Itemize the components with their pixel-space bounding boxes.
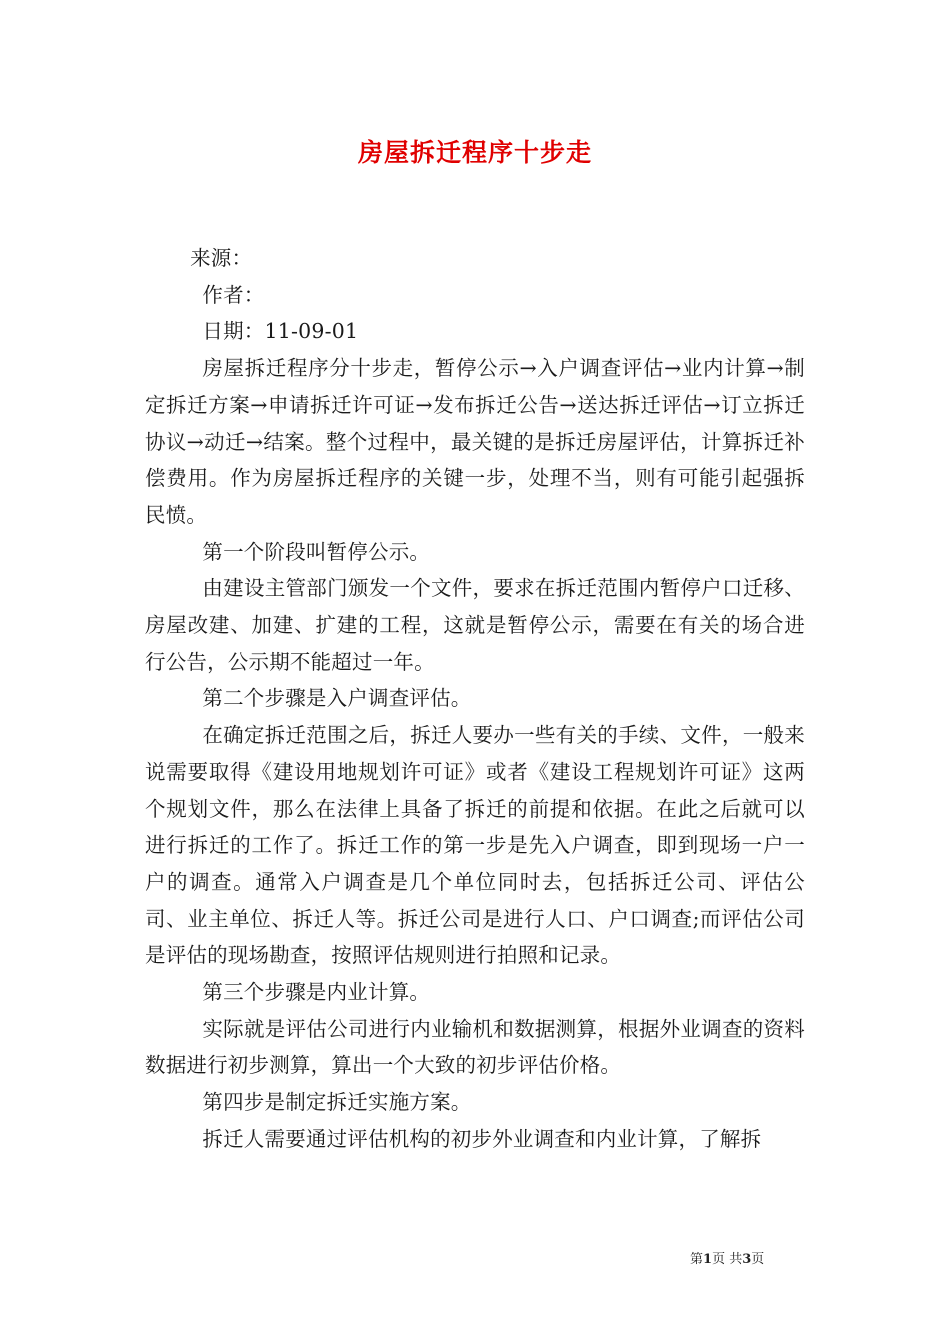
paragraph-intro: 房屋拆迁程序分十步走，暂停公示→入户调查评估→业内计算→制定拆迁方案→申请拆迁许可证→发布拆迁公告→送达拆迁评估→订立拆迁协议→动迁→结案。整个过程中，最关键的是拆迁房屋评估，计算拆迁补偿费用。作为房屋拆迁程序的关键一步，处理不当，则有可能引起强拆民愤。	[145, 356, 805, 527]
footer-prefix: 第	[690, 1252, 704, 1267]
footer-suffix: 页	[751, 1252, 765, 1267]
paragraph-step-2-body: 在确定拆迁范围之后，拆迁人要办一些有关的手续、文件，一般来说需要取得《建设用地规划许可证》或者《建设工程规划许可证》这两个规划文件，那么在法律上具备了拆迁的前提和依据。在此之后就可以进行拆迁的工作了。拆迁工作的第一步是先入户调查，即到现场一户一户的调查。通常入户调查是几个单位同时去，包括拆迁公司、评估公司、业主单位、拆迁人等。拆迁公司是进行人口、户口调查;而评估公司是评估的现场勘查，按照评估规则进行拍照和记录。	[145, 723, 805, 968]
paragraph-step-4-body: 拆迁人需要通过评估机构的初步外业调查和内业计算，了解拆	[202, 1126, 762, 1151]
document-title: 房屋拆迁程序十步走	[357, 138, 592, 167]
paragraph-step-3-heading: 第三个步骤是内业计算。	[202, 980, 431, 1005]
footer-middle: 页 共	[712, 1252, 743, 1267]
paragraph-step-4-heading: 第四步是制定拆迁实施方案。	[202, 1090, 472, 1115]
meta-date: 日期：11-09-01	[202, 319, 359, 344]
paragraph-step-3-body: 实际就是评估公司进行内业输机和数据测算，根据外业调查的资料数据进行初步测算，算出一个大致的初步评估价格。	[145, 1016, 805, 1078]
meta-author: 作者：	[202, 282, 265, 307]
paragraph-step-2-heading: 第二个步骤是入户调查评估。	[202, 686, 472, 711]
document-body	[145, 240, 805, 1158]
footer-total-pages: 3	[742, 1252, 752, 1267]
page-number-footer	[690, 1248, 810, 1267]
paragraph-step-1-body: 由建设主管部门颁发一个文件，要求在拆迁范围内暂停户口迁移、房屋改建、加建、扩建的工程，这就是暂停公示，需要在有关的场合进行公告，公示期不能超过一年。	[145, 576, 805, 674]
paragraph-step-1-heading: 第一个阶段叫暂停公示。	[202, 539, 431, 564]
footer-current-page: 1	[703, 1252, 713, 1267]
meta-source: 来源：	[190, 246, 253, 270]
